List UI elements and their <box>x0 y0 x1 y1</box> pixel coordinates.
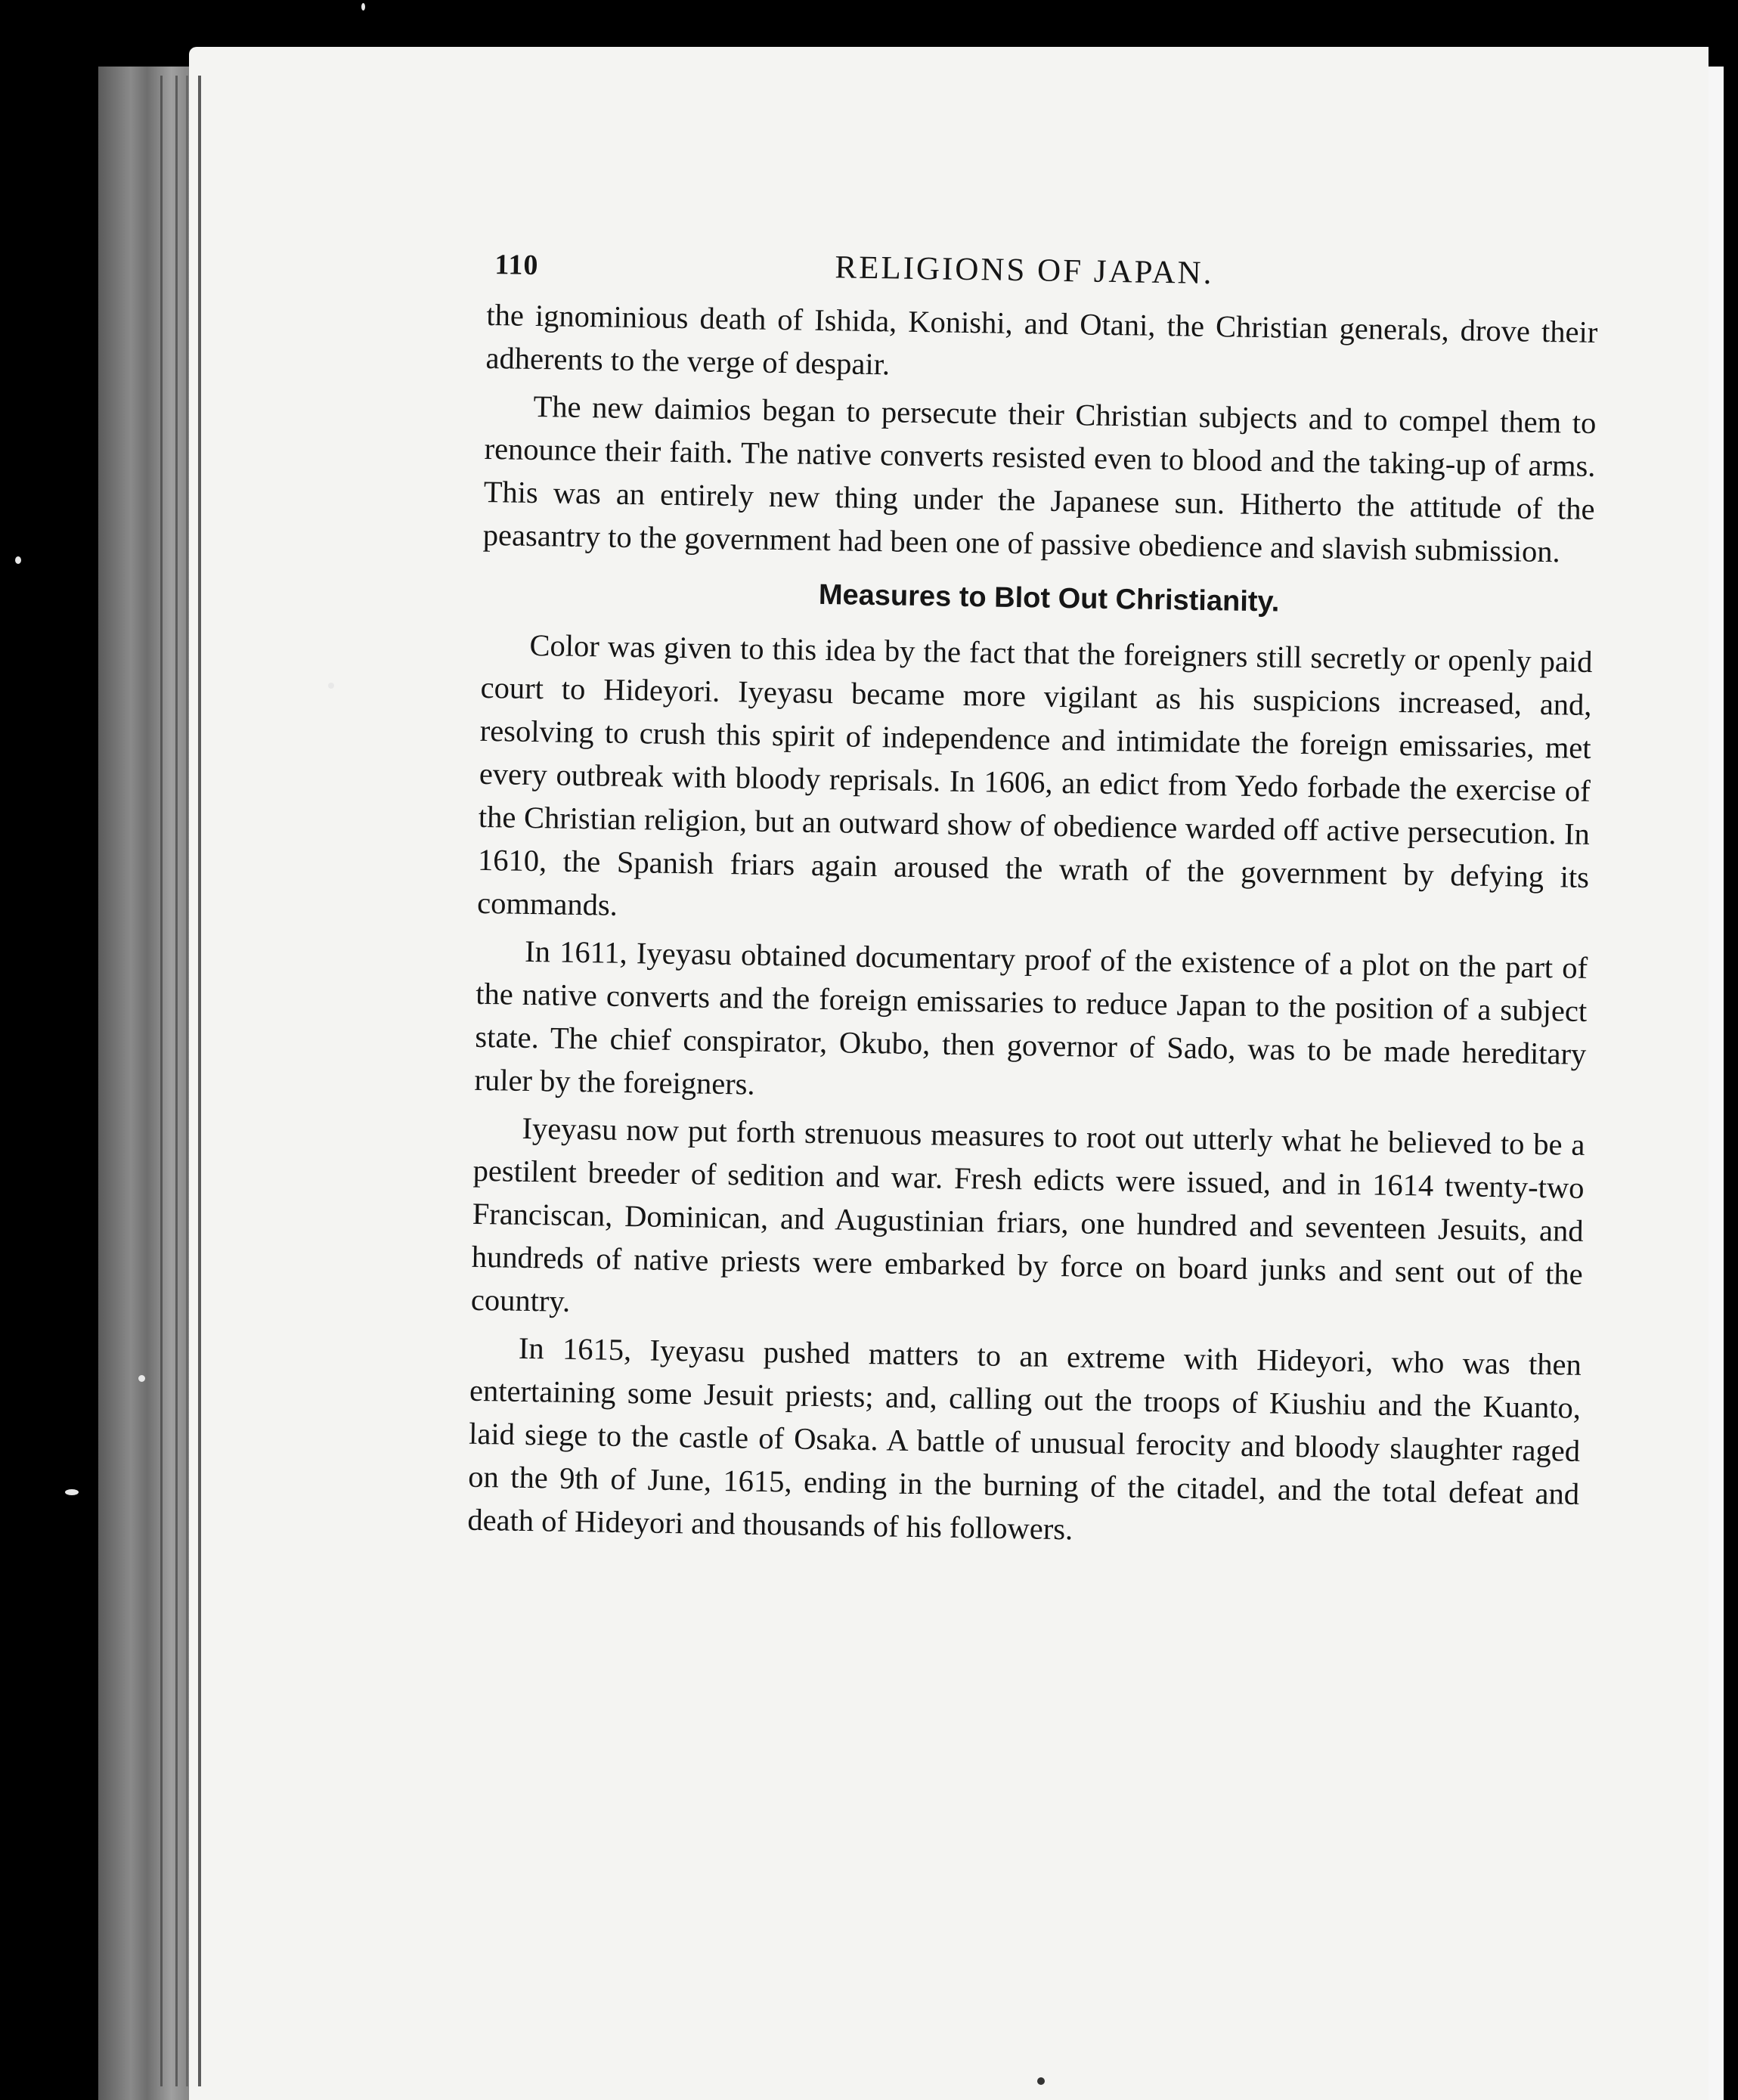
scan-speck <box>1037 2077 1045 2085</box>
scan-speck <box>361 3 365 11</box>
page-stack-line <box>175 76 178 2086</box>
page-number: 110 <box>494 249 539 282</box>
scan-speck <box>15 556 21 564</box>
paragraph: The new daimios began to persecute their Christian subjects and to compel them to renounce their faith. The native converts resisted even to blood and the taking-up of arms. This was an entirely new thing under the Japanese sun. Hitherto the attitude of the peasantry to the government had been one of passive obedience and slavish submission. <box>482 389 1597 569</box>
scan-speck <box>65 1489 79 1495</box>
scan-speck <box>138 1375 145 1382</box>
paragraph: Color was given to this idea by the fact that the foreigners still secretly or openly paid court to Hideyori. Iyeyasu became more vigilant as his suspicions increased, and, resolving to crush this spirit of independence and intimidate the foreign emissaries, met every outbreak with bloody reprisals. In 1606, an edict from Yedo forbade the exercise of the Christian religion, but an outward show of obedience warded off active persecution. In 1610, the Spanish friars again aroused the wrath of the government by defying its commands. <box>476 627 1593 922</box>
scan-speck <box>328 683 334 689</box>
section-heading: Measures to Blot Out Christianity. <box>818 578 1280 618</box>
page-text <box>467 240 1599 1563</box>
paragraph: Iyeyasu now put forth strenuous measures to root out utterly what he believed to be a pestilent breeder of sedition and war. Fresh edicts were issued, and in 1614 twenty-two Franciscan, Dominican, and Augustinian friars, one hundred and seventeen Jesuits, and hundreds of native priests were embarked by force on board junks and sent out of the country. <box>470 1110 1585 1318</box>
page-stack-line <box>186 76 188 2086</box>
page-stack-line <box>160 76 163 2086</box>
paragraph: In 1611, Iyeyasu obtained documentary proof of the existence of a plot on the part of the native converts and the foreign emissaries to reduce Japan to the position of a subject state. The chief conspirator, Okubo, then governor of Sado, was to be made hereditary ruler by the foreigners. <box>474 934 1588 1101</box>
page-stack-line <box>198 76 201 2086</box>
running-title: RELIGIONS OF JAPAN. <box>835 249 1214 292</box>
paragraph: the ignominious death of Ishida, Konishi, and Otani, the Christian generals, drove their adherents to the verge of despair. <box>485 297 1598 382</box>
paragraph: In 1615, Iyeyasu pushed matters to an extreme with Hideyori, who was then entertaining some Jesuit priests; and, calling out the troops of Kiushiu and the Kuanto, laid siege to the castle of Osaka. A battle of unusual ferocity and bloody slaughter raged on the 9th of June, 1615, ending in the burning of the citadel, and the total defeat and death of Hideyori and thousands of his followers. <box>467 1330 1582 1547</box>
